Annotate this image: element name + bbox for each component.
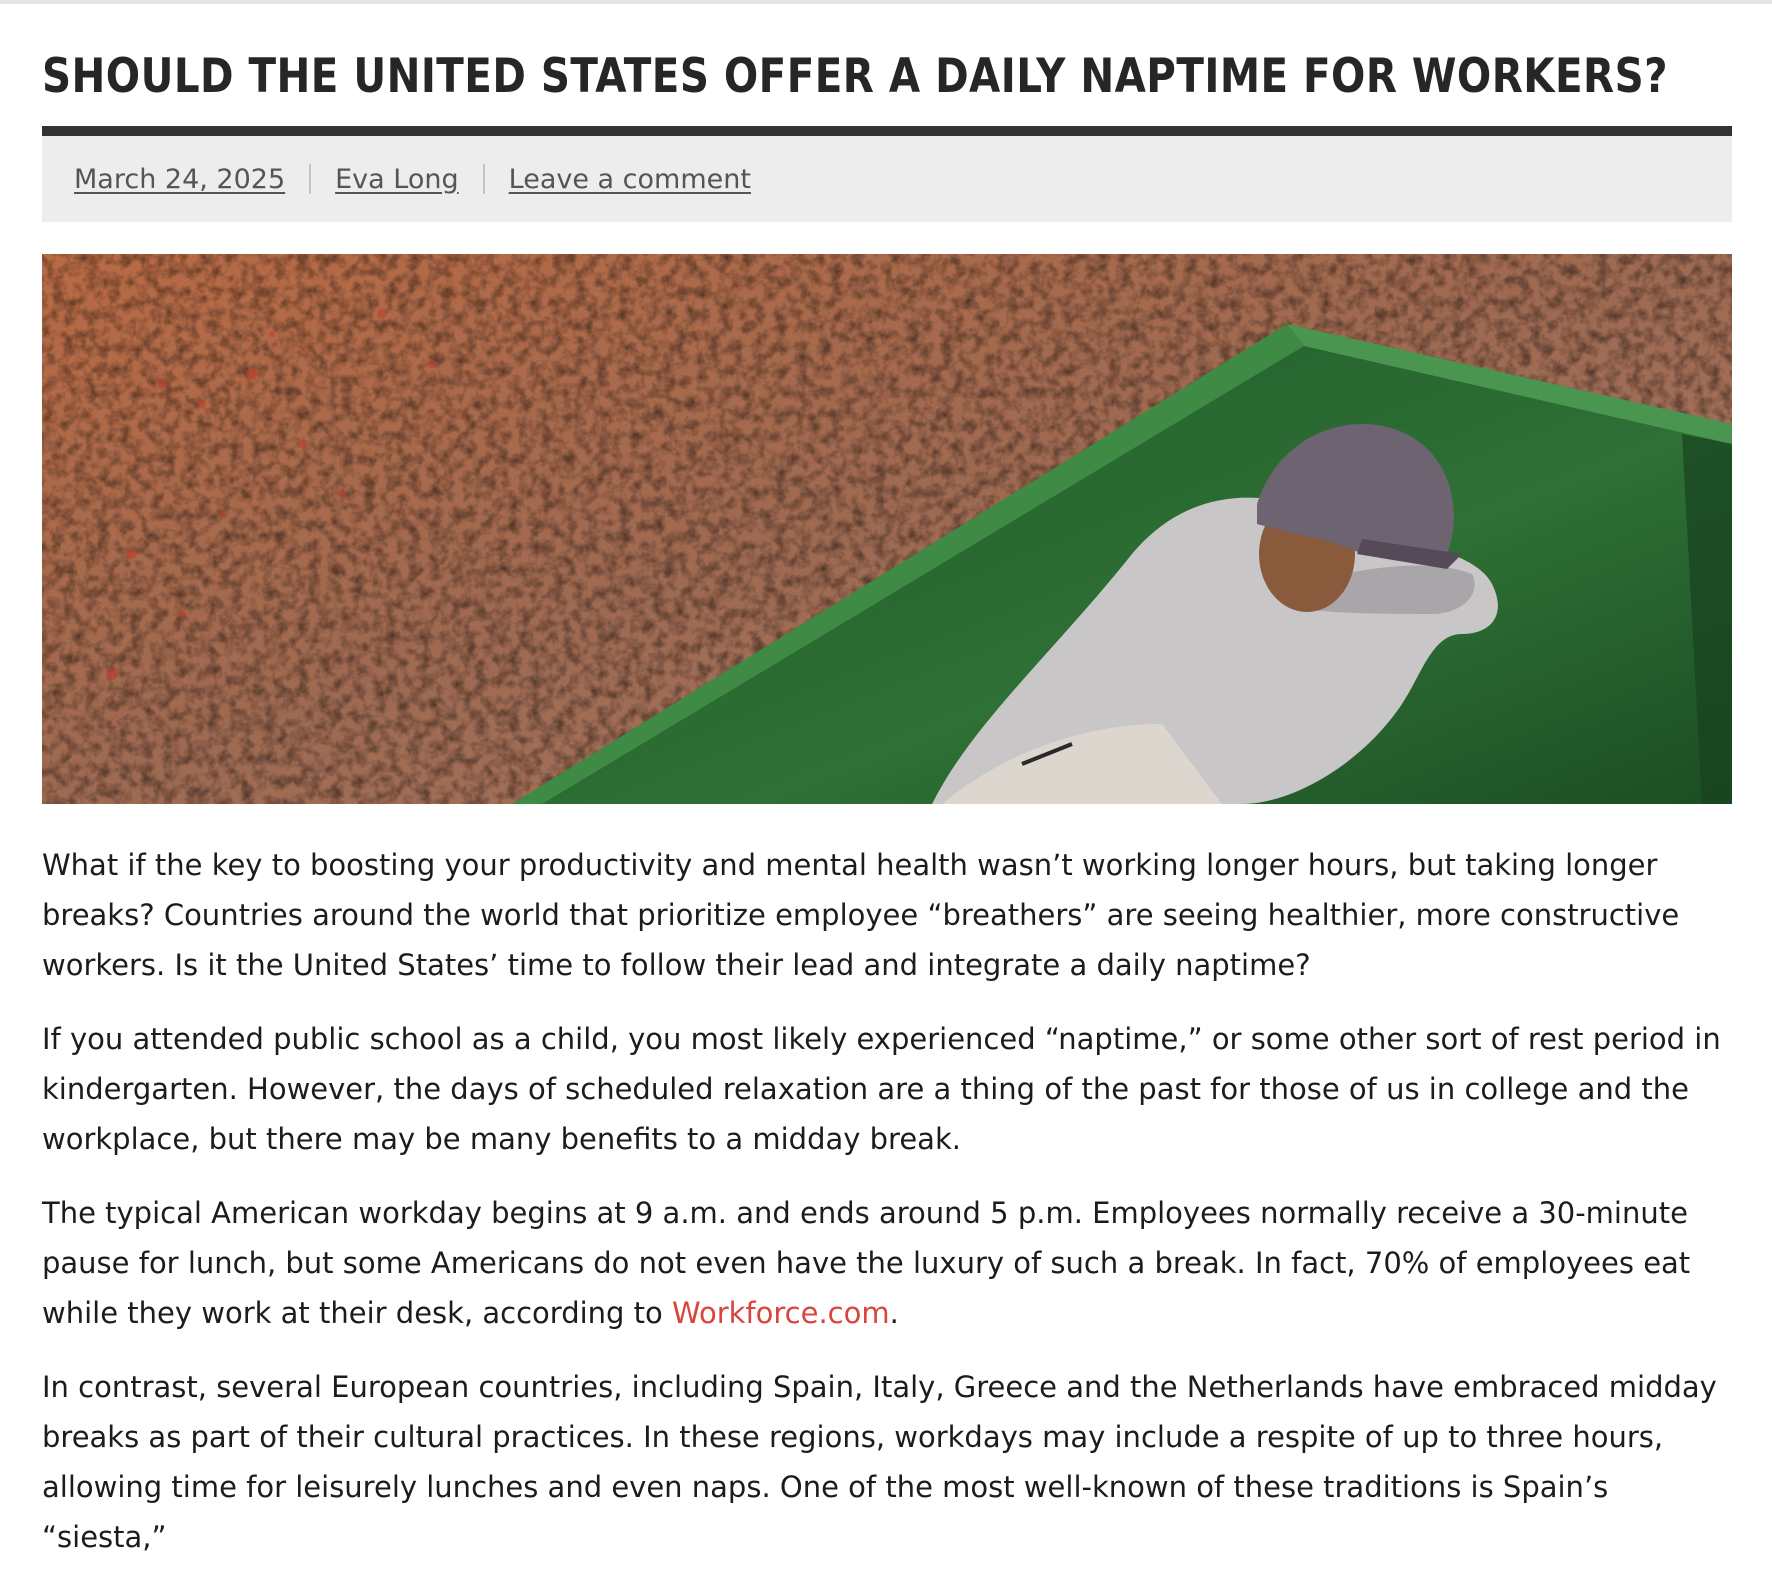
post-date-link[interactable]: March 24, 2025: [74, 163, 286, 195]
article-body: [42, 840, 1732, 1562]
paragraph: What if the key to boosting your productivity and mental health wasn’t working longer hours, but taking longer breaks? Countries around the world that prioritize employee “breathers” are seeing healthier, more constructive workers. Is it the United States’ time to follow their lead and integrate a daily naptime?: [42, 848, 1680, 982]
title-divider: [42, 126, 1732, 136]
author-link[interactable]: Eva Long: [335, 163, 459, 195]
paragraph: If you attended public school as a child, you most likely experienced “naptime,” or some other sort of rest period in kindergarten. However, the days of scheduled relaxation are a thing of the past for those of us in college and the workplace, but there may be many benefits to a midday break.: [42, 1022, 1721, 1156]
workforce-link[interactable]: Workforce.com: [672, 1296, 890, 1330]
paragraph-text: The typical American workday begins at 9 a.m. and ends around 5 p.m. Employees normally receive a 30-minute pause for lunch, but some Americans do not even have the luxury of such a break. In fact, 70% of employees eat while they work at their desk, according to: [42, 1196, 1691, 1330]
featured-image: [42, 254, 1732, 804]
post-meta-bar: [42, 136, 1732, 222]
paragraph-text: .: [889, 1296, 899, 1330]
post-title: SHOULD THE UNITED STATES OFFER A DAILY NAPTIME FOR WORKERS?: [42, 49, 1669, 104]
paragraph: In contrast, several European countries, including Spain, Italy, Greece and the Netherlands have embraced midday breaks as part of their cultural practices. In these regions, workdays may include a respite of up to three hours, allowing time for leisurely lunches and even naps. One of the most well-known of these traditions is Spain’s “siesta,”: [42, 1370, 1717, 1554]
meta-separator: [483, 164, 485, 194]
leave-comment-link[interactable]: Leave a comment: [508, 163, 751, 195]
article: [42, 0, 1732, 1586]
meta-separator: [309, 164, 311, 194]
paragraph: [42, 1188, 1732, 1338]
